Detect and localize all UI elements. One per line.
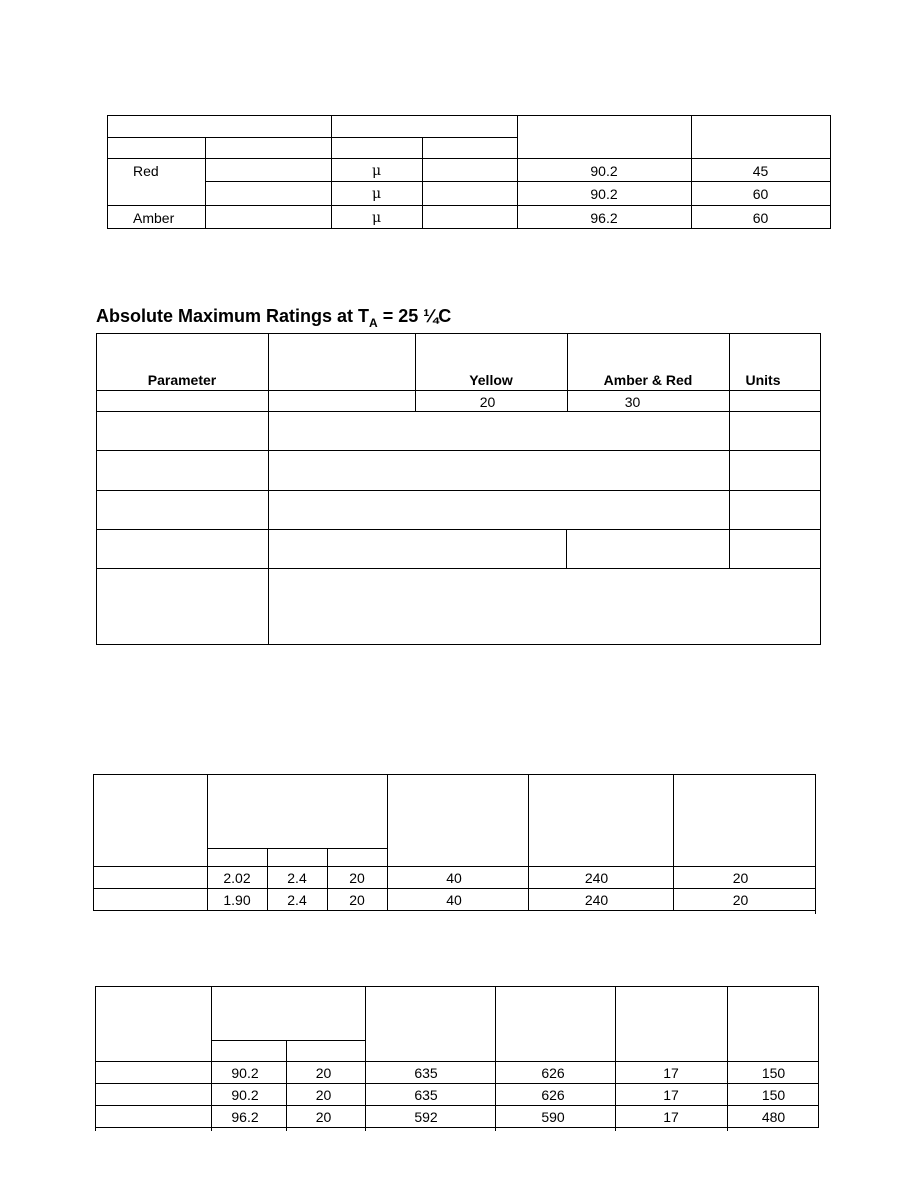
- table-4-cell: 592: [414, 1109, 438, 1125]
- table-4-cell: 20: [315, 1065, 332, 1081]
- table-4-cell: 20: [315, 1109, 332, 1125]
- table-4-cell: 150: [761, 1065, 786, 1081]
- table-4-cell: 590: [541, 1109, 565, 1125]
- table-3-cell: 40: [446, 892, 462, 908]
- table-3-col-rule: [207, 774, 208, 911]
- table-3-cell: 2.4: [287, 870, 307, 886]
- table-1-mu-cell: μ: [371, 163, 382, 179]
- table-1-col-rule: [205, 137, 206, 229]
- table-4-cell: 96.2: [231, 1109, 259, 1125]
- abs-max-col-rule: [268, 333, 269, 645]
- table-1-mu-cell: μ: [371, 186, 382, 202]
- table-1-value-cell: 96.2: [590, 210, 618, 226]
- header-yellow: Yellow: [469, 372, 513, 388]
- abs-max-border-bottom: [96, 644, 821, 645]
- table-3-col-rule: [387, 774, 388, 911]
- table-3-cell: 2.4: [287, 892, 307, 908]
- section-title-text: Absolute Maximum Ratings at T: [96, 306, 370, 326]
- table-1-color-cell: Red: [133, 163, 159, 179]
- table-3-cell: 20: [732, 892, 749, 908]
- table-1-border-left: [107, 115, 108, 229]
- table-4-cell: 90.2: [231, 1087, 259, 1103]
- abs-max-rule: [96, 411, 821, 412]
- table-4-cell: 635: [414, 1065, 438, 1081]
- table-3-cell: 20: [732, 870, 749, 886]
- section-title-suffix: = 25 ¼C: [377, 306, 452, 326]
- abs-max-border-top: [96, 333, 821, 334]
- abs-max-rule: [96, 390, 821, 391]
- table-3-cell: 2.02: [223, 870, 251, 886]
- table-1-border-top: [107, 115, 830, 116]
- table-1-col-rule: [422, 137, 423, 229]
- table-1-mu-cell: μ: [371, 210, 382, 226]
- table-4-border-bottom: [95, 1127, 818, 1128]
- table-3-border-bottom: [93, 910, 816, 911]
- abs-max-border-right: [820, 333, 821, 645]
- table-3-cell: 20: [349, 892, 365, 908]
- table-3-col-rule: [673, 774, 674, 911]
- abs-max-col-rule: [729, 333, 730, 569]
- table-3-cell: 20: [349, 870, 365, 886]
- abs-max-rule: [96, 450, 821, 451]
- table-4-border-right: [818, 986, 819, 1128]
- abs-max-amber-red-value: 30: [624, 394, 641, 410]
- abs-max-rule: [96, 529, 821, 530]
- table-1-rule: [107, 158, 830, 159]
- table-4-rule: [95, 1061, 818, 1062]
- table-3-rule: [93, 866, 816, 867]
- table-3-col-rule: [528, 774, 529, 911]
- table-3-border-left: [93, 774, 94, 911]
- table-4-cell: 90.2: [231, 1065, 259, 1081]
- table-4-cell: 626: [541, 1087, 565, 1103]
- table-4-cell: 480: [761, 1109, 786, 1125]
- table-4-cell: 635: [414, 1087, 438, 1103]
- table-4-border-left: [95, 986, 96, 1131]
- table-4-cell: 150: [761, 1087, 786, 1103]
- table-3-rule: [93, 888, 816, 889]
- table-1-value-cell: 60: [752, 210, 769, 226]
- table-4-cell: 17: [663, 1087, 679, 1103]
- table-4-cell: 20: [315, 1087, 332, 1103]
- table-4-rule: [211, 1040, 365, 1041]
- table-4-border-top: [95, 986, 818, 987]
- table-1-rule: [107, 205, 830, 206]
- table-1-border-right: [830, 115, 831, 229]
- section-title-subscript: A: [369, 316, 378, 330]
- table-1-rule: [107, 137, 517, 138]
- abs-max-col-rule: [566, 529, 567, 569]
- table-4-cell: 17: [663, 1109, 679, 1125]
- section-title: [96, 306, 452, 330]
- table-3-rule: [207, 848, 387, 849]
- table-4-cell: 17: [663, 1065, 679, 1081]
- header-parameter: Parameter: [147, 372, 217, 388]
- table-1-border-bottom: [107, 228, 830, 229]
- table-1-color-cell: Amber: [133, 210, 175, 226]
- table-1-value-cell: 60: [752, 186, 769, 202]
- table-3-border-top: [93, 774, 816, 775]
- header-units: Units: [745, 372, 781, 388]
- table-3-cell: 40: [446, 870, 462, 886]
- table-4-rule: [95, 1105, 818, 1106]
- table-4-cell: 626: [541, 1065, 565, 1081]
- table-3-cell: 240: [584, 870, 609, 886]
- table-3-cell: 240: [584, 892, 609, 908]
- abs-max-rule: [96, 568, 821, 569]
- table-3-cell: 1.90: [223, 892, 251, 908]
- abs-max-yellow-value: 20: [479, 394, 496, 410]
- abs-max-rule: [96, 490, 821, 491]
- header-amber-red: Amber & Red: [603, 372, 693, 388]
- table-3-border-right: [815, 774, 816, 914]
- table-1-value-cell: 90.2: [590, 186, 618, 202]
- table-4-rule: [95, 1083, 818, 1084]
- table-1-value-cell: 90.2: [590, 163, 618, 179]
- table-1-value-cell: 45: [752, 163, 769, 179]
